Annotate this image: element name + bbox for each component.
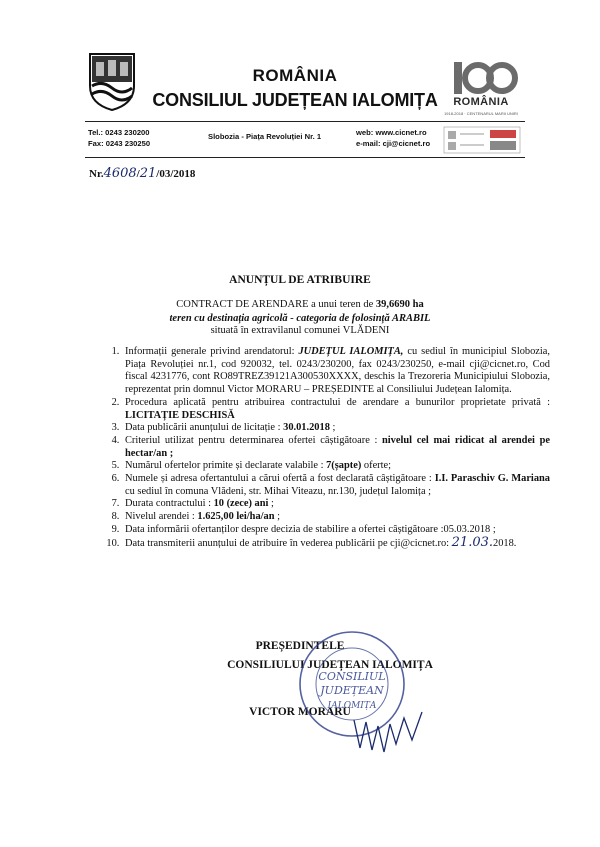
centenary-logo-subtext: 1918-2018 · CENTENARUL MARII UNIRI — [444, 111, 518, 116]
web-label: web: — [356, 128, 374, 137]
contract-prefix: CONTRACT DE ARENDARE a unui teren de — [176, 299, 376, 310]
web-link[interactable]: www.cicnet.ro — [375, 128, 427, 137]
partner-logos-icon — [442, 125, 522, 155]
list-item: 9. Data informării ofertanților despre decizia de stabilire a ofertei câștigătoare :05.03.2018 ; — [122, 524, 550, 537]
email-label: e-mail: — [356, 139, 381, 148]
list-item: 6. Numele și adresa ofertantului a cărui ofertă a fost declarată câștigătoare : I.I. Paraschiv G. Mariana cu sediul în comuna Vlădeni, str. Mihai Viteazu, nr.130, județul Ialomița ; — [122, 473, 550, 498]
list-item: 7. Durata contractului : 10 (zece) ani ; — [122, 498, 550, 511]
list-item: 1. Informații generale privind arendatorul: JUDEȚUL IALOMIȚA, cu sediul în municipiul Slobozia, Piața Revoluției nr.1, cod 920032, tel. 0243/230200, fax 0243/230250, e-mail cji@cicnet.ro, Cod fiscal 4231776, cont RO89TREZ39121A300530XXXX, deschis la Trezoreria Municipiului Slobozia, reprezentat prin domnul Victor MORARU – PREȘEDINTE al Consiliului Județean Ialomița. — [122, 346, 550, 397]
svg-text:JUDEȚEAN: JUDEȚEAN — [320, 684, 384, 697]
list-item: 2. Procedura aplicată pentru atribuirea contractului de arendare a bunurilor proprietate privată : LICITAȚIE DESCHISĂ — [122, 397, 550, 422]
contact-online — [356, 127, 430, 149]
registration-handwritten-number: 4608 — [103, 166, 137, 181]
land-purpose: teren cu destinația agricolă - categoria de folosință ARABIL — [169, 313, 431, 324]
list-item: 8. Nivelul arendei : 1.625,00 lei/ha/an ; — [122, 511, 550, 524]
header-rule-bottom — [85, 157, 525, 158]
handwritten-date: 21.03. — [451, 534, 494, 550]
phone-number: Tel.: 0243 230200 — [88, 128, 150, 137]
notice-title: ANUNȚUL DE ATRIBUIRE — [229, 274, 371, 286]
notice-items — [100, 346, 550, 550]
signatory-institution: CONSILIULUI JUDEȚEAN IALOMIȚA — [227, 659, 433, 671]
header-rule-top — [85, 121, 525, 122]
list-item: 3. Data publicării anunțului de licitație : 30.01.2018 ; — [122, 422, 550, 435]
svg-text:IALOMIȚA: IALOMIȚA — [327, 701, 377, 711]
list-item: 10. Data transmiterii anunțului de atribuire în vederea publicării pe cji@cicnet.ro: 21.03.2018. — [122, 537, 550, 551]
institution-title: CONSILIUL JUDEȚEAN IALOMIȚA — [152, 90, 438, 110]
centenary-logo-text: ROMÂNIA — [453, 96, 509, 108]
svg-text:CONSILIUL: CONSILIUL — [318, 670, 386, 683]
contract-line — [0, 299, 600, 310]
list-item: 5. Numărul ofertelor primite și declarate valabile : 7(șapte) oferte; — [122, 460, 550, 473]
list-item: 4. Criteriul utilizat pentru determinarea ofertei câștigătoare : nivelul cel mai ridicat al arendei pe hectar/an ; — [122, 435, 550, 460]
signatory-name: VICTOR MORARU — [249, 706, 351, 718]
land-area: 39,6690 ha — [375, 299, 424, 310]
registration-handwritten-day: 21 — [139, 166, 157, 181]
email-link[interactable]: cji@cicnet.ro — [382, 139, 431, 148]
contact-address: Slobozia - Piața Revoluției Nr. 1 — [208, 132, 322, 141]
registration-number: Nr.4608/21/03/2018 — [89, 166, 196, 181]
contact-phones — [88, 127, 150, 149]
coat-of-arms-icon — [88, 50, 136, 112]
country-title: ROMÂNIA — [252, 66, 338, 85]
signatory-title: PREȘEDINTELE — [255, 640, 345, 652]
fax-number: Fax: 0243 230250 — [88, 139, 151, 148]
handwritten-signature-icon — [350, 700, 430, 760]
registration-prefix: Nr. — [89, 168, 104, 180]
land-location: situată în extravilanul comunei VLĂDENI — [210, 325, 390, 336]
registration-suffix: /03/2018 — [156, 168, 196, 180]
